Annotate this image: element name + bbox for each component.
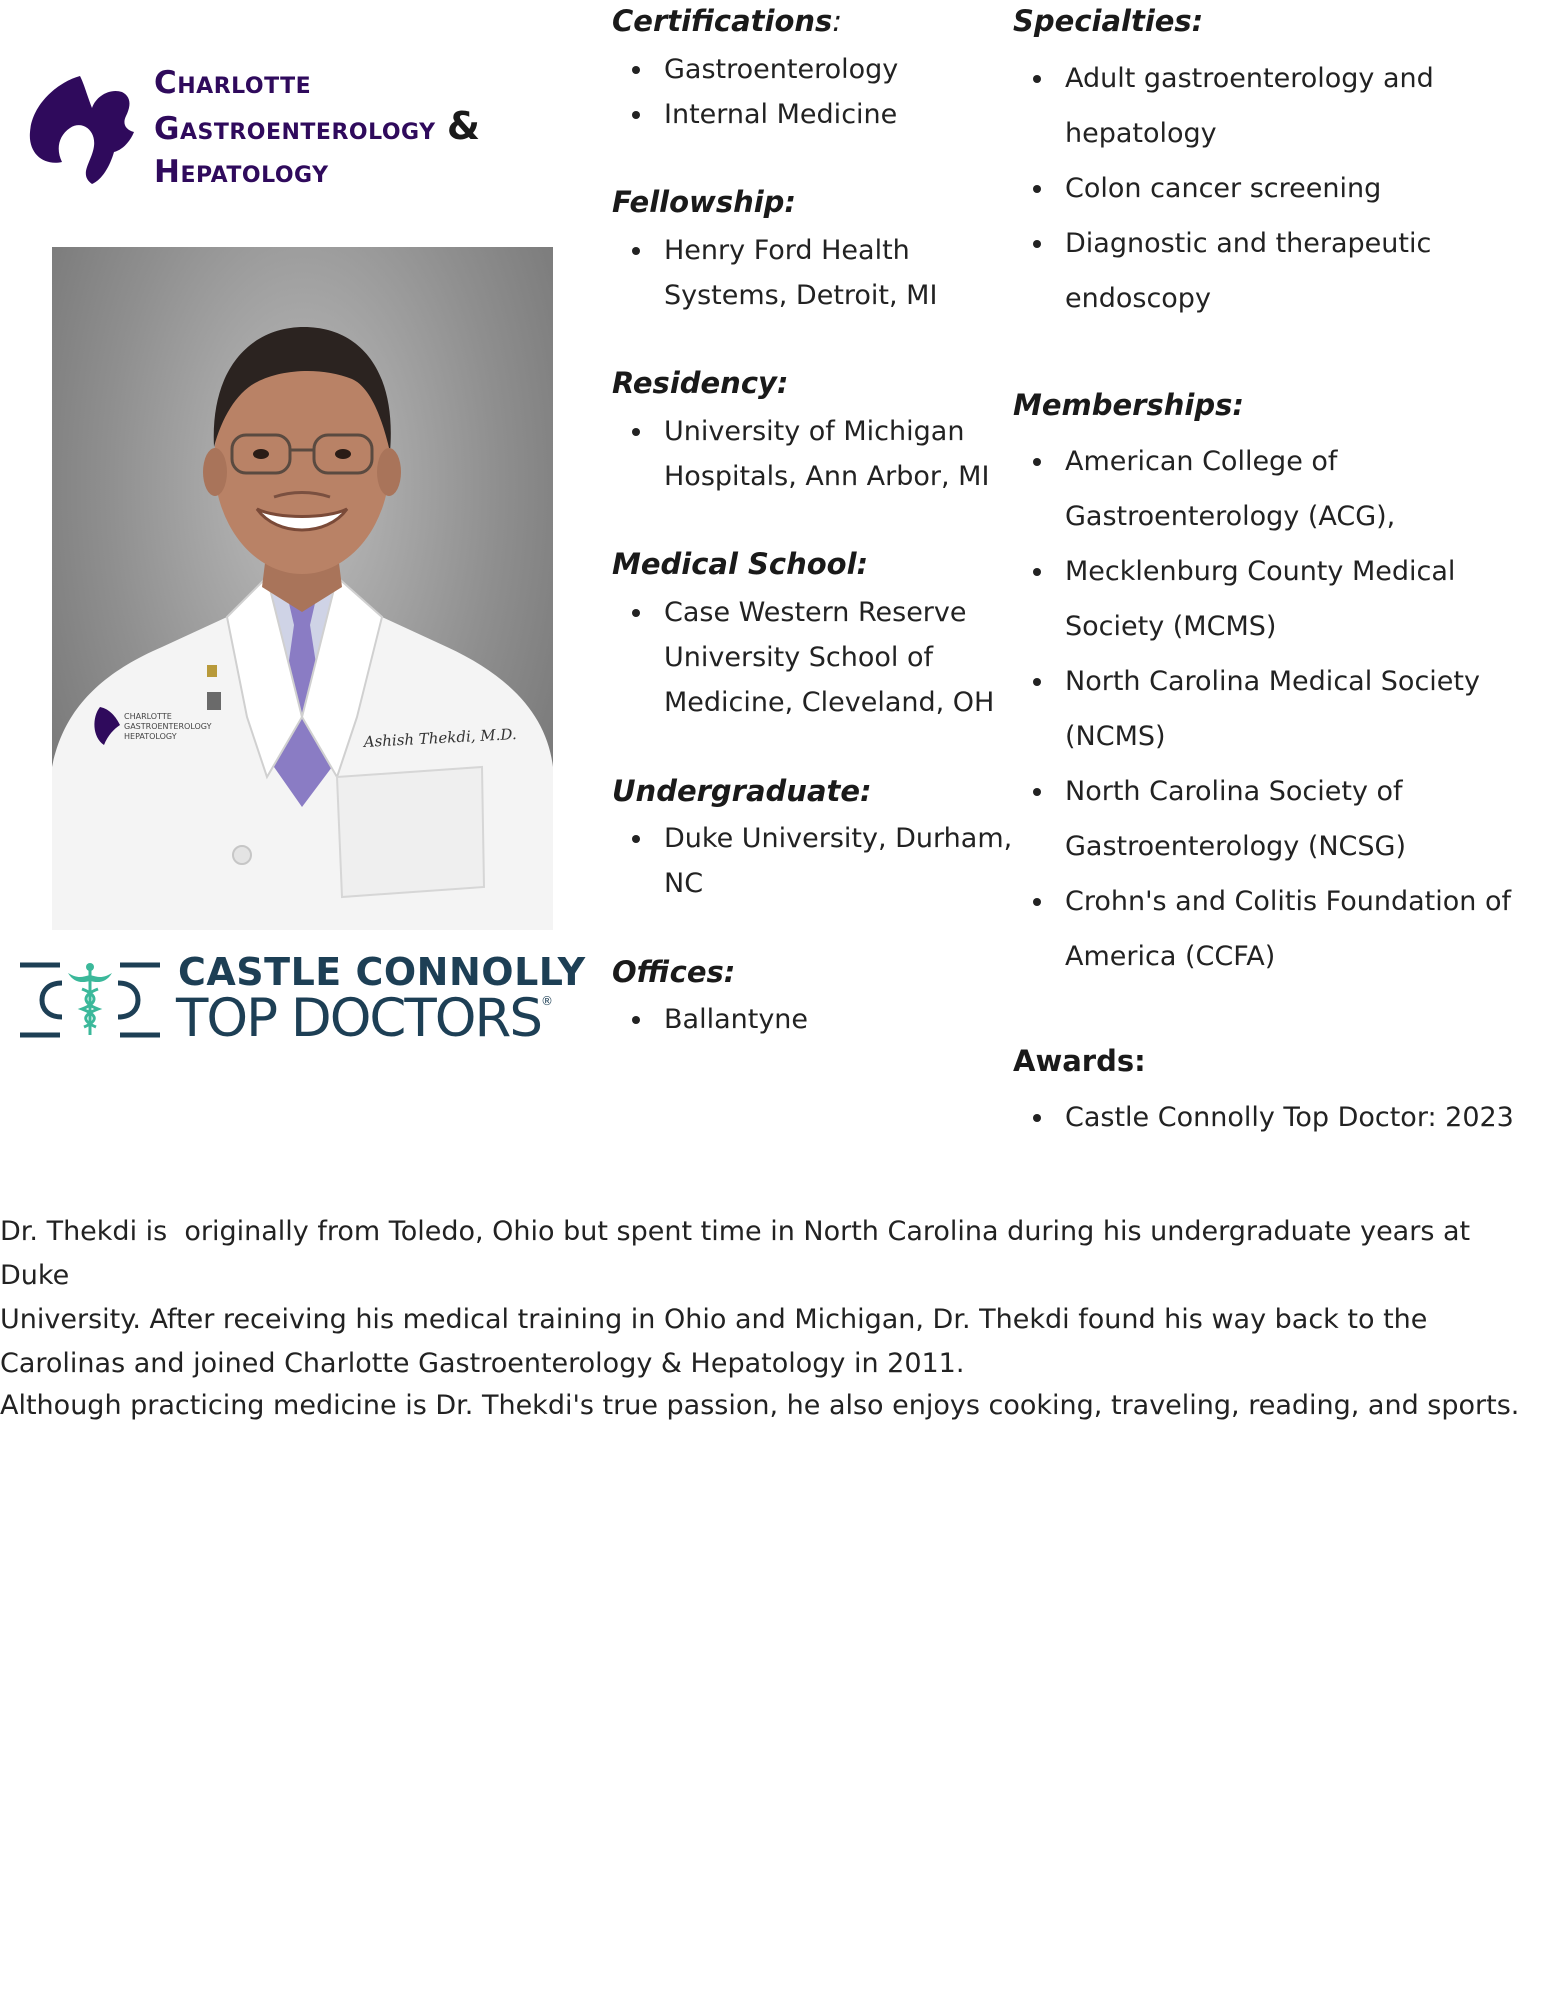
list-item: Colon cancer screening bbox=[1013, 161, 1434, 216]
undergraduate-list bbox=[612, 816, 1012, 906]
doctor-portrait bbox=[52, 247, 553, 930]
certifications-heading bbox=[612, 4, 842, 38]
list-item-continuation: NC bbox=[664, 868, 704, 899]
certifications-colon: : bbox=[832, 4, 843, 38]
list-item: North Carolina Society of bbox=[1013, 764, 1511, 819]
list-item-continuation: University School of bbox=[664, 642, 934, 673]
offices-list bbox=[612, 997, 808, 1042]
list-item-continuation: endoscopy bbox=[1065, 283, 1211, 314]
awards-list bbox=[1013, 1090, 1514, 1145]
bio-paragraph-1: Dr. Thekdi is originally from Toledo, Ohio but spent time in North Carolina during his undergraduate years at Duke University. After receiving his medical training in Ohio and Michigan, Dr. Thekdi found his way back to the Carolinas and joined Charlotte Gastroenterology & Hepatology in 2011. bbox=[0, 1216, 1471, 1379]
portrait-illustration bbox=[52, 247, 553, 930]
awards-heading: Awards: bbox=[1013, 1044, 1146, 1078]
logo-ampersand: & bbox=[446, 104, 481, 148]
coat-logo-line-1: CHARLOTTE bbox=[124, 712, 172, 721]
memberships-list bbox=[1013, 434, 1511, 984]
list-item: North Carolina Medical Society bbox=[1013, 654, 1511, 709]
medical-school-list bbox=[612, 590, 994, 725]
badge-title: CASTLE CONNOLLY bbox=[178, 950, 586, 994]
caduceus-icon bbox=[20, 955, 160, 1045]
list-item-continuation: Gastroenterology (NCSG) bbox=[1065, 831, 1406, 862]
fellowship-list bbox=[612, 228, 937, 318]
list-item: Castle Connolly Top Doctor: 2023 bbox=[1013, 1090, 1514, 1145]
list-item-continuation: Medicine, Cleveland, OH bbox=[664, 687, 995, 718]
logo-line-3: Hepatology bbox=[154, 154, 329, 190]
list-item: Gastroenterology bbox=[612, 47, 898, 92]
list-item-continuation: Society (MCMS) bbox=[1065, 611, 1277, 642]
practice-logo bbox=[22, 62, 542, 192]
undergraduate-heading: Undergraduate: bbox=[612, 774, 872, 808]
coat-signature: Ashish Thekdi, M.D. bbox=[363, 725, 518, 751]
list-item-continuation: Systems, Detroit, MI bbox=[664, 280, 938, 311]
logo-line-1: Charlotte bbox=[154, 65, 312, 101]
logo-wordmark bbox=[154, 62, 480, 194]
bio-paragraph-2: Although practicing medicine is Dr. Thekdi's true passion, he also enjoys cooking, traveling, reading, and sports. bbox=[0, 1390, 1520, 1421]
list-item-continuation: America (CCFA) bbox=[1065, 941, 1276, 972]
fellowship-heading: Fellowship: bbox=[612, 185, 797, 219]
logo-line-2 bbox=[154, 105, 480, 151]
list-item: Duke University, Durham, bbox=[612, 816, 1012, 861]
list-item-continuation: hepatology bbox=[1065, 118, 1217, 149]
specialties-heading: Specialties: bbox=[1013, 4, 1204, 38]
list-item: Crohn's and Colitis Foundation of bbox=[1013, 874, 1511, 929]
badge-subtitle bbox=[176, 988, 553, 1049]
list-item: University of Michigan bbox=[612, 409, 989, 454]
castle-connolly-badge bbox=[20, 950, 590, 1050]
logo-mark-icon bbox=[22, 70, 140, 188]
badge-subtitle-text: TOP DOCTORS bbox=[176, 988, 541, 1049]
list-item-continuation: Gastroenterology (ACG), bbox=[1065, 501, 1396, 532]
coat-logo-line-2: GASTROENTEROLOGY bbox=[124, 722, 212, 731]
list-item: Adult gastroenterology and bbox=[1013, 51, 1434, 106]
certifications-heading-text: Certifications bbox=[612, 4, 833, 38]
specialties-list bbox=[1013, 51, 1434, 326]
list-item: American College of bbox=[1013, 434, 1511, 489]
list-item: Case Western Reserve bbox=[612, 590, 994, 635]
list-item: Internal Medicine bbox=[612, 92, 898, 137]
list-item: Mecklenburg County Medical bbox=[1013, 544, 1511, 599]
residency-heading: Residency: bbox=[612, 366, 789, 400]
badge-registered-mark: ® bbox=[541, 994, 553, 1008]
residency-list bbox=[612, 409, 989, 499]
medical-school-heading: Medical School: bbox=[612, 547, 869, 581]
offices-heading: Offices: bbox=[612, 955, 736, 989]
list-item: Diagnostic and therapeutic bbox=[1013, 216, 1434, 271]
coat-logo-line-3: HEPATOLOGY bbox=[124, 732, 177, 741]
list-item: Ballantyne bbox=[612, 997, 808, 1042]
logo-line-2-text: Gastroenterology bbox=[154, 111, 436, 147]
list-item-continuation: (NCMS) bbox=[1065, 721, 1166, 752]
certifications-list bbox=[612, 47, 898, 137]
memberships-heading: Memberships: bbox=[1013, 388, 1244, 422]
list-item: Henry Ford Health bbox=[612, 228, 937, 273]
list-item-continuation: Hospitals, Ann Arbor, MI bbox=[664, 461, 990, 492]
